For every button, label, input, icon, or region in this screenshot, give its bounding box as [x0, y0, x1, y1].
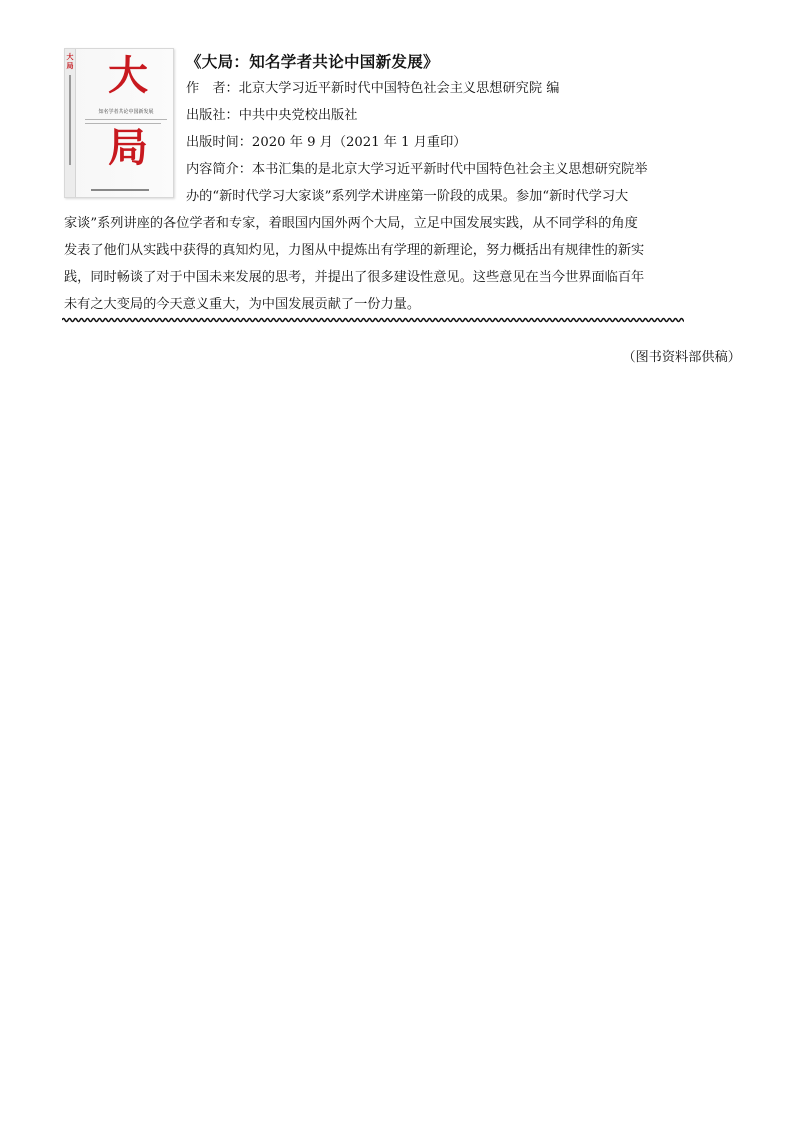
spine-char: 大: [66, 53, 74, 61]
summary-line: 家谈”系列讲座的各位学者和专家，着眼国内国外两个大局，立足中国发展实践，从不同学科的角度: [64, 216, 638, 231]
cover-title-char: 大: [108, 53, 148, 99]
author-line: 作 者：北京大学习近平新时代中国特色社会主义思想研究院 编: [186, 81, 560, 96]
book-spine: [65, 49, 76, 197]
wavy-divider: [62, 316, 684, 324]
summary-line: 办的“新时代学习大家谈”系列学术讲座第一阶段的成果。参加“新时代学习大: [186, 189, 629, 204]
summary-line: 发表了他们从实践中获得的真知灼见，力图从中提炼出有学理的新理论，努力概括出有规律性的新实: [64, 243, 645, 258]
cover-text-line: [85, 119, 167, 120]
spine-text-mark: [69, 75, 71, 165]
spine-char: 局: [66, 62, 74, 70]
summary-line: 践，同时畅谈了对于中国未来发展的思考，并提出了很多建设性意见。这些意见在当今世界面临百年: [64, 270, 645, 285]
cover-title-char: 局: [108, 125, 148, 171]
source-credit: （图书资料部供稿）: [622, 350, 741, 365]
cover-publisher-mark: [91, 189, 149, 191]
cover-text-line: [85, 123, 161, 124]
summary-line: 未有之大变局的今天意义重大，为中国发展贡献了一份力量。: [64, 297, 421, 312]
publish-date-line: 出版时间：2020 年 9 月（2021 年 1 月重印）: [186, 135, 467, 150]
book-cover-image: [64, 48, 174, 198]
publisher-line: 出版社：中共中央党校出版社: [186, 108, 358, 123]
book-title: 《大局：知名学者共论中国新发展》: [186, 53, 439, 71]
summary-line: 内容简介：本书汇集的是北京大学习近平新时代中国特色社会主义思想研究院举: [186, 162, 648, 177]
cover-subtitle: 知名学者共论中国新发展: [98, 109, 154, 115]
